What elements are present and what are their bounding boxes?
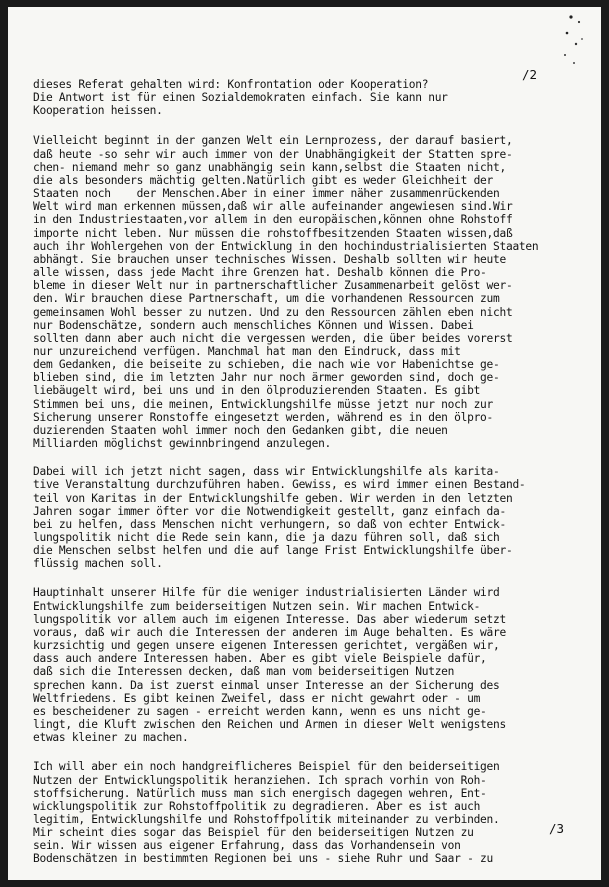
text-line: Milliarden möglichst gewinnbringend anzulegen. (33, 436, 332, 451)
text-line: liebäugelt wird, bei uns und in den ölproduzierenden Staaten. Es gibt (33, 383, 481, 398)
text-line: sprechen kann. Da ist zuerst einmal unser Interesse an der Sicherung des (33, 677, 500, 692)
scan-speckles (557, 13, 587, 73)
text-line: lingt, die Kluft zwischen den Reichen und Armen in dieser Welt wenigstens (33, 717, 506, 732)
page-number-top: /2 (522, 67, 538, 82)
text-line: Weltfriedens. Es gibt keinen Zweifel, dass er nicht gewahrt oder - um (33, 690, 481, 705)
text-line: wicklungspolitik zur Rohstoffpolitik zu degradieren. Aber es ist auch (33, 798, 481, 813)
paragraph-4 (33, 586, 598, 744)
text-line: abhängt. Sie brauchen unser technisches Wissen. Deshalb sollten wir heute (33, 251, 506, 266)
text-line: lungspolitik nicht die Rede sein kann, die ja dazu führen soll, daß sich (33, 530, 500, 544)
text-line: Jahren sogar immer öfter vor die Notwendigkeit gestellt, ganz einfach da- (33, 503, 506, 518)
text-line: daß heute -so sehr wir auch immer von der Unabhängigkeit der Statten spre- (33, 146, 513, 161)
text-line: alle wissen, dass jede Macht ihre Grenzen hat. Deshalb können die Pro- (33, 265, 487, 280)
text-line: blieben sind, die im letzten Jahr nur noch ärmer geworden sind, doch ge- (33, 370, 500, 385)
text-line: nur unzureichend verfügen. Manchmal hat man den Eindruck, dass mit (33, 343, 461, 358)
text-line: dem Gedanken, die beiseite zu schieben, die nach wie vor Habenichtse ge- (33, 357, 500, 372)
paragraph-1 (33, 78, 598, 117)
text-line: voraus, daß wir auch die Interessen der anderen im Auge behalten. Es wäre (33, 624, 506, 639)
text-line: sein. Wir wissen aus eigener Erfahrung, dass das Vorhandensein von (33, 838, 461, 853)
text-line: bleme in dieser Welt nur in partnerschaftlicher Zusammenarbeit gelöst wer- (33, 278, 513, 293)
text-line: legitim, Entwicklungshilfe und Rohstoffpolitik miteinander zu verbinden. (33, 811, 500, 826)
text-line: Vielleicht beginnt in der ganzen Welt ein Lernprozess, der darauf basiert, (33, 133, 513, 148)
text-line: Staaten noch der Menschen.Aber in einer immer näher zusammenrückenden (33, 186, 500, 201)
text-line: Sicherung unserer Ronstoffe eingesetzt werden, während es in den ölpro- (33, 409, 494, 424)
text-line: tive Veranstaltung durchzuführen haben. Gewiss, es wird immer einen Bestand- (33, 477, 526, 492)
text-line: etwas kleiner zu machen. (33, 730, 189, 745)
text-line: Die Antwort ist für einen Sozialdemokraten einfach. Sie kann nur (33, 90, 448, 105)
text-line: sollten dann aber auch nicht die vergessen werden, die über beides vorerst (33, 330, 513, 345)
text-line: bei zu helfen, dass Menschen nicht verhungern, so daß von echter Entwick- (33, 516, 506, 531)
text-line: Welt wird man erkennen müssen,daß wir alle aufeinander angewiesen sind.Wir (33, 199, 513, 214)
text-line: Kooperation heissen. (33, 103, 163, 118)
text-line: Ich will aber ein noch handgreiflicheres Beispiel für den beiderseitigen (33, 759, 500, 774)
text-line: es bescheidener zu sagen - erreicht werden kann, wenn es uns nicht ge- (33, 703, 487, 718)
text-line: daß sich die Interessen decken, daß man vom beiderseitigen Nutzen (33, 664, 455, 679)
text-line: flüssig machen soll. (33, 556, 163, 571)
text-line: stoffsicherung. Natürlich muss man sich energisch dagegen wehren, Ent- (33, 785, 487, 800)
text-line: auch ihr Wohlergehen von der Entwicklung in den hochindustrialisierten Staaten (33, 238, 539, 253)
text-line: Hauptinhalt unserer Hilfe für die weniger industrialisierten Länder wird (33, 585, 500, 600)
text-line: Bodenschätzen in bestimmten Regionen bei uns - siehe Ruhr und Saar - zu (33, 851, 494, 866)
text-line: teil von Karitas in der Entwicklungshilfe geben. Wir werden in den letzten (33, 490, 513, 505)
text-line: den. Wir brauchen diese Partnerschaft, um die vorhandenen Ressourcen zum (33, 291, 500, 306)
text-line: in den Industriestaaten,vor allem in den europäischen,können ohne Rohstoff (33, 212, 513, 227)
text-line: dass auch andere Interessen haben. Aber es gibt viele Beispiele dafür, (33, 651, 487, 666)
text-line: die als besonders mächtig gelten.Natürlich gibt es weder Gleichheit der (33, 172, 494, 187)
paragraph-2 (33, 134, 598, 450)
document-page (8, 7, 601, 880)
document-body (33, 78, 598, 866)
text-line: lungspolitik vor allem auch im eigenen Interesse. Das aber wiederum setzt (33, 611, 506, 626)
text-line: Entwicklungshilfe zum beiderseitigen Nutzen sein. Wir machen Entwick- (33, 598, 481, 613)
text-line: duzierenden Staaten wohl immer noch den Gedanken gibt, die neuen (33, 422, 448, 437)
paragraph-5 (33, 760, 598, 865)
text-line: Stimmen bei uns, die meinen, Entwicklungshilfe müsse jetzt nur noch zur (33, 396, 494, 411)
text-line: die Menschen selbst helfen und die auf lange Frist Entwicklungshilfe über- (33, 543, 513, 558)
text-line: dieses Referat gehalten wird: Konfrontation oder Kooperation? (33, 77, 429, 91)
text-line: nur Bodenschätze, sondern auch menschliches Können und Wissen. Dabei (33, 317, 474, 332)
text-line: gemeinsamen Wohl besser zu nutzen. Und zu den Ressourcen zählen eben nicht (33, 304, 513, 319)
text-line: importe nicht leben. Nur müssen die rohstoffbesitzenden Staaten wissen,daß (33, 225, 513, 240)
text-line: chen- niemand mehr so ganz unabhängig sein kann,selbst die Staaten nicht, (33, 159, 506, 174)
text-line: kurzsichtig und gegen unsere eigenen Interessen gerichtet, vergäßen wir, (33, 638, 500, 653)
text-line: Nutzen der Entwicklungspolitik heranziehen. Ich sprach vorhin von Roh- (33, 772, 487, 787)
page-number-bottom: /3 (549, 821, 565, 836)
text-line: Mir scheint dies sogar das Beispiel für den beiderseitigen Nutzen zu (33, 825, 474, 840)
paragraph-3 (33, 465, 598, 570)
text-line: Dabei will ich jetzt nicht sagen, dass wir Entwicklungshilfe als karita- (33, 464, 500, 479)
